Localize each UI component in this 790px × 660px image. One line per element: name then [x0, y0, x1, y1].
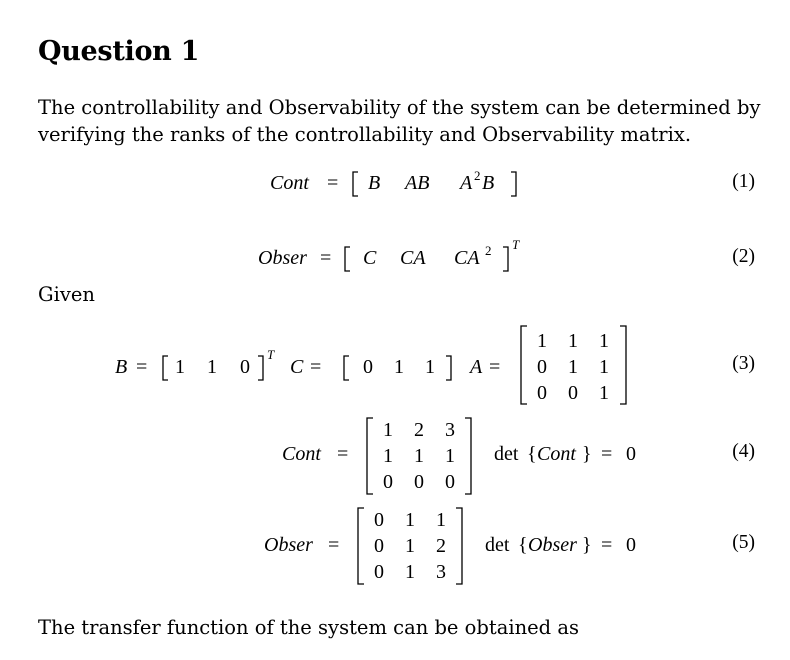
equation-2	[0, 236, 790, 276]
eq5-open-brace: {	[518, 534, 528, 556]
eq4-cell: 1	[383, 419, 393, 441]
eq5-det-value: 0	[626, 534, 636, 556]
eq5-cell: 1	[405, 535, 415, 557]
eq2-equals: =	[320, 247, 332, 269]
equation-1	[0, 165, 790, 201]
equation-4-math	[0, 412, 790, 498]
eq4-lhs: Cont	[282, 443, 321, 465]
eq4-cell: 1	[414, 445, 424, 467]
eq4-det-value: 0	[626, 443, 636, 465]
eq3-c-equals: =	[310, 356, 322, 378]
eq3-c-value: 1	[425, 356, 435, 378]
eq4-cell: 0	[445, 471, 455, 493]
eq1-entry-b2: B	[482, 172, 495, 194]
eq3-a-equals: =	[489, 356, 501, 378]
equation-5-math	[0, 502, 790, 588]
eq3-a-cell: 1	[568, 330, 578, 352]
eq3-c-right-bracket	[446, 356, 451, 380]
eq5-cell: 1	[405, 561, 415, 583]
eq5-close-brace: }	[582, 534, 592, 556]
eq3-b-name: B	[115, 356, 128, 378]
closing-paragraph: The transfer function of the system can be obtained as	[38, 616, 580, 639]
eq5-cell: 0	[374, 561, 384, 583]
eq3-a-cell: 0	[568, 382, 578, 404]
eq5-cell: 1	[436, 509, 446, 531]
eq5-cell: 0	[374, 509, 384, 531]
eq4-equals: =	[337, 443, 349, 465]
equation-2-math	[0, 236, 790, 276]
eq3-c-value: 0	[363, 356, 373, 378]
eq2-lhs: Obser	[258, 247, 307, 269]
eq1-right-bracket	[511, 172, 516, 196]
eq3-a-left-bracket	[521, 326, 527, 404]
eq3-a-cell: 0	[537, 382, 547, 404]
eq2-entry-exponent: 2	[485, 243, 492, 258]
eq3-number: (3)	[732, 353, 755, 374]
eq1-left-bracket	[353, 172, 358, 196]
equation-5	[0, 502, 790, 588]
eq5-left-bracket	[358, 508, 364, 584]
eq2-entry-ca2: CA	[454, 247, 480, 269]
eq4-det-word: det	[494, 443, 519, 465]
eq4-close-brace: }	[582, 443, 592, 465]
eq2-left-bracket	[345, 247, 350, 271]
eq5-det-arg: Obser	[528, 534, 577, 556]
eq3-a-cell: 1	[568, 356, 578, 378]
eq3-a-cell: 1	[537, 330, 547, 352]
eq3-b-value: 0	[240, 356, 250, 378]
eq5-equals: =	[328, 534, 340, 556]
eq5-lhs: Obser	[264, 534, 313, 556]
equation-4	[0, 412, 790, 498]
eq4-cell: 0	[414, 471, 424, 493]
eq4-right-bracket	[465, 418, 471, 494]
intro-paragraph: The controllability and Observability of the system can be determined by verifying the ranks of the controllability and Observability matrix.	[38, 96, 761, 146]
eq4-det-arg: Cont	[537, 443, 576, 465]
eq3-c-left-bracket	[344, 356, 349, 380]
eq4-cell: 1	[383, 445, 393, 467]
eq3-b-transpose: T	[267, 347, 275, 362]
equation-1-math	[0, 165, 790, 201]
eq2-right-bracket	[503, 247, 508, 271]
eq4-cell: 3	[445, 419, 455, 441]
eq4-cell: 2	[414, 419, 424, 441]
eq2-entry-c: C	[363, 247, 377, 269]
eq5-cell: 1	[405, 509, 415, 531]
eq3-a-cell: 0	[537, 356, 547, 378]
eq2-transpose: T	[512, 237, 520, 252]
eq4-cell: 0	[383, 471, 393, 493]
eq5-right-bracket	[456, 508, 462, 584]
eq5-det-equals: =	[601, 534, 613, 556]
eq3-b-right-bracket	[258, 356, 263, 380]
eq1-entry-ab: AB	[405, 172, 430, 194]
eq4-cell: 1	[445, 445, 455, 467]
eq5-cell: 3	[436, 561, 446, 583]
eq1-entry-b: B	[368, 172, 381, 194]
eq1-lhs: Cont	[270, 172, 309, 194]
eq5-number: (5)	[732, 532, 755, 553]
eq3-b-value: 1	[207, 356, 217, 378]
eq3-c-value: 1	[394, 356, 404, 378]
eq3-a-right-bracket	[620, 326, 626, 404]
eq4-left-bracket	[367, 418, 373, 494]
eq5-det-word: det	[485, 534, 510, 556]
given-label: Given	[38, 283, 95, 306]
eq3-b-left-bracket	[163, 356, 168, 380]
question-heading: Question 1	[38, 36, 200, 67]
eq1-number: (1)	[732, 171, 755, 192]
eq3-b-value: 1	[175, 356, 185, 378]
eq4-det-equals: =	[601, 443, 613, 465]
eq3-a-name: A	[470, 356, 483, 378]
eq5-cell: 2	[436, 535, 446, 557]
equation-3	[0, 320, 790, 410]
eq3-a-cell: 1	[599, 382, 609, 404]
eq4-number: (4)	[732, 441, 755, 462]
eq3-c-name: C	[290, 356, 304, 378]
eq4-open-brace: {	[527, 443, 537, 465]
eq2-entry-ca: CA	[400, 247, 426, 269]
eq1-entry-exponent: 2	[474, 168, 481, 183]
eq5-cell: 0	[374, 535, 384, 557]
eq1-equals: =	[327, 172, 339, 194]
eq3-a-cell: 1	[599, 356, 609, 378]
eq2-number: (2)	[732, 246, 755, 267]
eq3-b-equals: =	[136, 356, 148, 378]
eq3-a-cell: 1	[599, 330, 609, 352]
eq1-entry-a: A	[460, 172, 473, 194]
equation-3-math	[0, 320, 790, 410]
